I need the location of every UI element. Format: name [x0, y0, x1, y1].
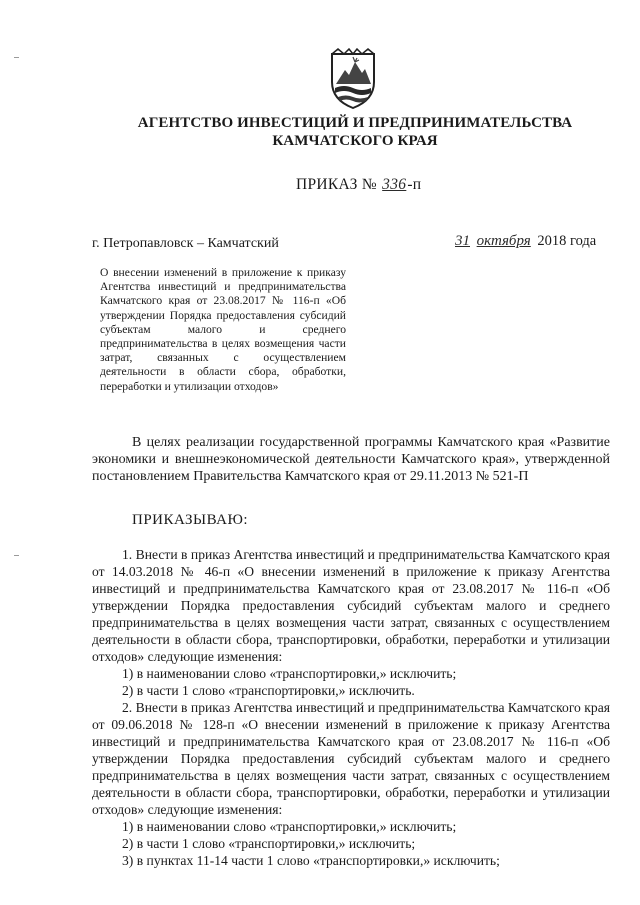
kamchatka-coat-of-arms-icon: [328, 48, 378, 110]
date-day: 31: [455, 233, 470, 249]
agency-name-line2: КАМЧАТСКОГО КРАЯ: [272, 133, 438, 149]
item-2-sub-2: 2) в части 1 слово «транспортировки,» исключить;: [122, 836, 416, 851]
date-month: октября: [476, 233, 531, 249]
order-command: ПРИКАЗЫВАЮ:: [132, 512, 249, 528]
item-2-sub-3: 3) в пунктах 11-14 части 1 слово «транспортировки,» исключить;: [122, 853, 500, 868]
order-body: [92, 546, 610, 869]
preamble: В целях реализации государственной программы Камчатского края «Развитие экономики и внешнеэкономической деятельности Камчатского края», утвержденной постановлением Правительства Камчатского края от 29.11.2013 № 521-П: [92, 435, 610, 485]
item-1-sub-2: 2) в части 1 слово «транспортировки,» исключить.: [122, 683, 415, 698]
order-title: ПРИКАЗ №: [296, 176, 377, 193]
scan-mark: [14, 555, 19, 556]
order-heading: [296, 176, 421, 194]
agency-name-line1: АГЕНТСТВО ИНВЕСТИЦИЙ И ПРЕДПРИНИМАТЕЛЬСТВА: [137, 115, 573, 131]
item-2-sub-1: 1) в наименовании слово «транспортировки,» исключить;: [122, 819, 457, 834]
order-number: 336: [382, 176, 407, 193]
item-2: 2. Внести в приказ Агентства инвестиций и предпринимательства Камчатского края от 09.06.2018 № 128-п «О внесении изменений в приложение к приказу Агентства инвестиций и предпринимательства Камчатского края от 23.08.2017 № 116-п «Об утверждении Порядка предоставления субсидий субъектам малого и среднего предпринимательства в целях возмещения части затрат, связанных с осуществлением деятельности в области сбора, транспортировки, обработки, переработки и утилизации отходов» следующие изменения:: [92, 700, 610, 817]
agency-header: [120, 114, 590, 150]
date-year: 2018 года: [537, 233, 597, 249]
item-1: 1. Внести в приказ Агентства инвестиций и предпринимательства Камчатского края от 14.03.2018 № 46-п «О внесении изменений в приложение к приказу Агентства инвестиций и предпринимательства Камчатского края от 23.08.2017 № 116-п «Об утверждении Порядка предоставления субсидий субъектам малого и среднего предпринимательства в целях возмещения части затрат, связанных с осуществлением деятельности в области сбора, транспортировки, обработки, переработки и утилизации отходов» следующие изменения:: [92, 547, 610, 664]
scan-mark: [14, 57, 19, 58]
order-subject: О внесении изменений в приложение к приказу Агентства инвестиций и предпринимательства Камчатского края от 23.08.2017 № 116-п «Об утверждении Порядка предоставления субсидий субъектам малого и среднего предпринимательства в целях возмещения части затрат, связанных с осуществлением деятельности в области сбора, обработки, переработки и утилизации отходов»: [100, 266, 346, 393]
item-1-sub-1: 1) в наименовании слово «транспортировки,» исключить;: [122, 666, 457, 681]
order-suffix: -п: [407, 176, 422, 193]
order-date: [455, 233, 596, 250]
place-of-issue: г. Петропавловск – Камчатский: [92, 236, 279, 251]
